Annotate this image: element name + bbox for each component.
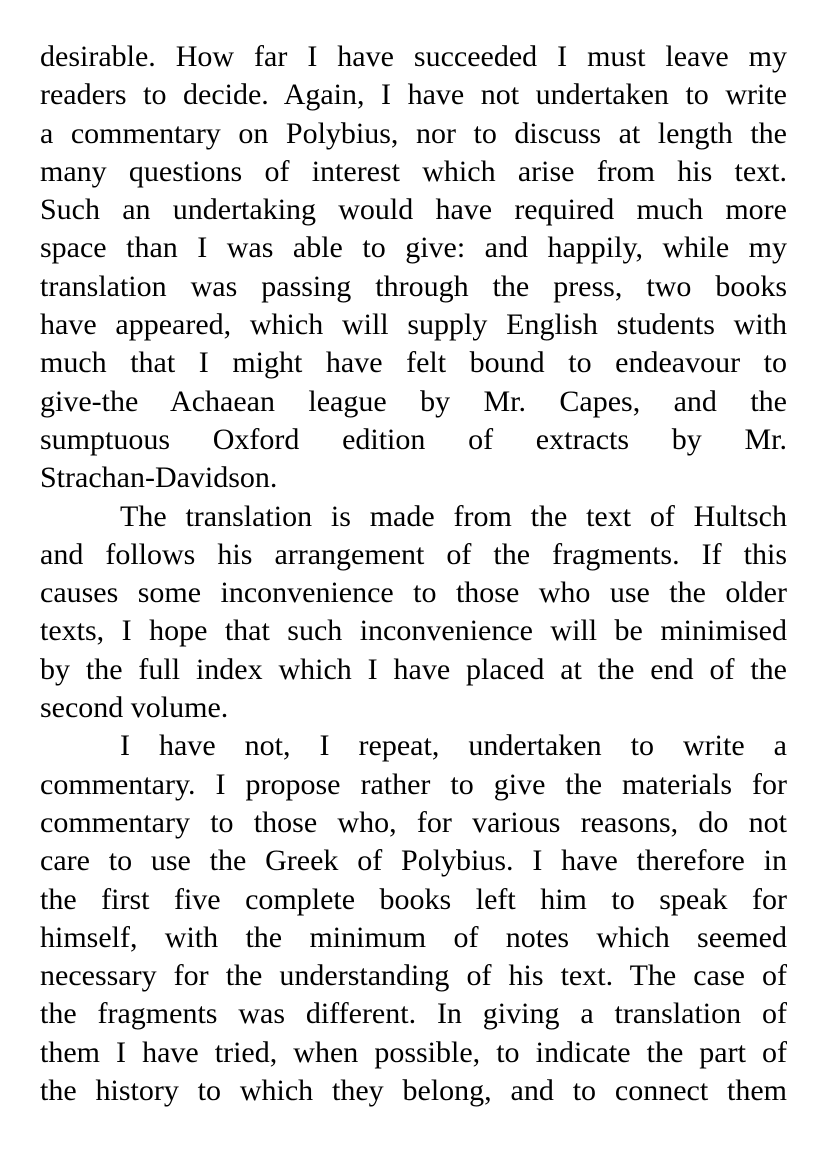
text-line: necessary for the understanding of his text. The case of <box>40 959 787 993</box>
text-line: commentary to those who, for various reasons, do not <box>40 805 787 839</box>
text-line: and follows his arrangement of the fragments. If this <box>40 537 787 571</box>
text-line: them I have tried, when possible, to indicate the part of <box>40 1035 787 1069</box>
text-line: give-the Achaean league by Mr. Capes, and the <box>40 384 787 418</box>
text-line: sumptuous Oxford edition of extracts by Mr. <box>40 422 787 456</box>
paragraph-2 <box>40 498 787 728</box>
text-line: Strachan-Davidson. <box>40 461 278 495</box>
text-line: the history to which they belong, and to connect them <box>40 1074 787 1108</box>
paragraph-1 <box>40 38 787 498</box>
text-line: readers to decide. Again, I have not undertaken to write <box>40 78 787 112</box>
text-line: many questions of interest which arise from his text. <box>40 154 787 188</box>
paragraph-3 <box>40 727 787 1110</box>
text-line: much that I might have felt bound to endeavour to <box>40 346 787 380</box>
text-line: causes some inconvenience to those who use the older <box>40 576 787 610</box>
text-line: Such an undertaking would have required much more <box>40 193 787 227</box>
text-line: a commentary on Polybius, nor to discuss at length the <box>40 116 787 150</box>
text-line: desirable. How far I have succeeded I must leave my <box>40 40 787 73</box>
text-line: translation was passing through the press, two books <box>40 269 787 303</box>
text-line: the first five complete books left him to speak for <box>40 882 787 916</box>
text-line: by the full index which I have placed at the end of the <box>40 652 787 686</box>
text-line: The translation is made from the text of Hultsch <box>120 499 787 533</box>
text-line: commentary. I propose rather to give the materials for <box>40 767 787 801</box>
text-line: himself, with the minimum of notes which seemed <box>40 920 787 954</box>
text-line: care to use the Greek of Polybius. I have therefore in <box>40 844 787 878</box>
text-line: the fragments was different. In giving a translation of <box>40 997 787 1031</box>
text-line: second volume. <box>40 691 229 725</box>
text-line: I have not, I repeat, undertaken to write a <box>120 729 787 763</box>
text-line: have appeared, which will supply English students with <box>40 308 787 342</box>
text-line: space than I was able to give: and happily, while my <box>40 231 787 265</box>
text-line: texts, I hope that such inconvenience will be minimised <box>40 614 787 648</box>
